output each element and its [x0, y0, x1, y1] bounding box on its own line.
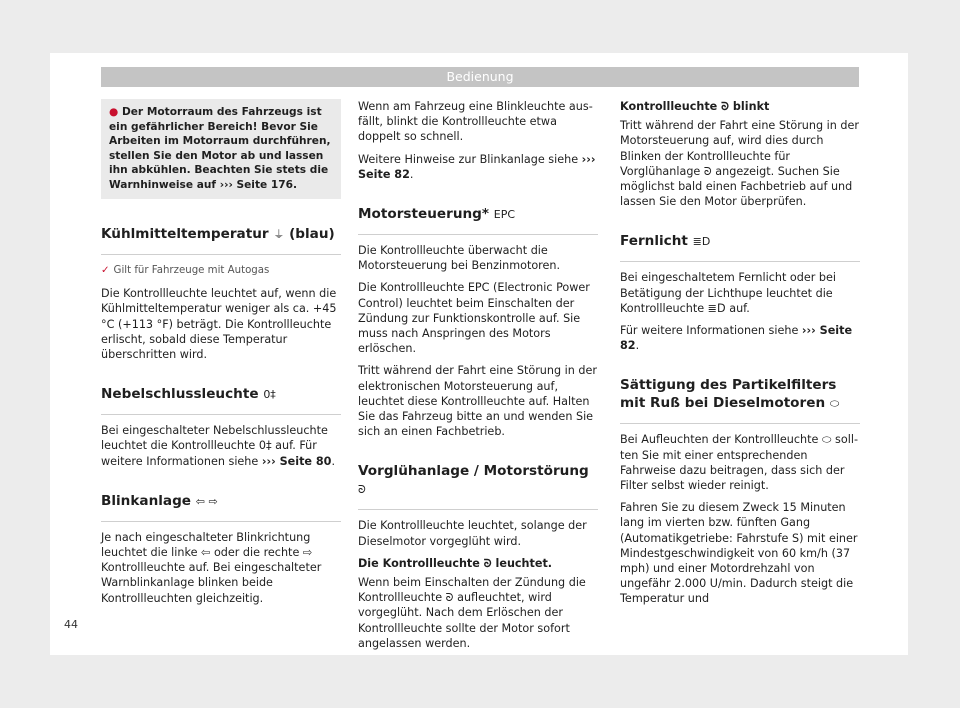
applicability-note: ✓ Gilt für Fahrzeuge mit Autogas — [101, 265, 270, 276]
warning-bullet-icon: ● — [109, 106, 119, 118]
epc-icon: EPC — [493, 208, 516, 222]
heading-glow-plug: Vorglühanlage / Motorstörung ᘐ — [358, 462, 598, 510]
page-reference-link[interactable]: ››› Seite 80 — [261, 454, 332, 468]
column-right — [620, 99, 860, 614]
glow-plug-blink-subheading: Kontrollleuchte ᘐ blinkt — [620, 100, 770, 113]
heading-coolant-temperature: Kühlmitteltemperatur ⏚ (blau) — [101, 225, 341, 255]
page-header: Bedienung — [101, 67, 859, 87]
high-beam-text-2: Für weitere Informationen siehe ››› Seite 82. — [620, 324, 853, 353]
glow-plug-text-2: Wenn beim Einschalten der Zündung die Kontrollleuchte ᘐ aufleuchtet, wird vorgeglüht. Nach dem Erlöschen der Kontrollleuchte sollte der Motor sofort angelassen werden. — [358, 576, 586, 650]
turn-signal-text: Je nach eingeschalteter Blinkrichtung leuchtet die linke ⇦ oder die rechte ⇨ Kontrollleuchte auf. Bei eingeschalteter Warnblinkanlage blinken beide Kontrollleuchten gleichzeitig. — [101, 530, 322, 605]
fog-light-text: Bei eingeschalteter Nebelschlussleuchte leuchtet die Kontrollleuchte 0‡ auf. Für weitere Informationen siehe ››› Seite 80. — [101, 424, 336, 468]
page-number: 44 — [64, 618, 78, 631]
column-middle — [358, 99, 598, 658]
coolant-text: Die Kontrollleuchte leuchtet auf, wenn die Kühlmitteltemperatur weniger als ca. +45 °C (+113 °F) beträgt. Die Kontrollleuchte erlischt, sobald diese Temperatur überschritten wird. — [101, 287, 337, 362]
particle-filter-icon: ⬭ — [829, 397, 840, 411]
engine-control-text-2: Die Kontrollleuchte EPC (Electronic Power Control) leuchtet beim Einschalten der Zündung zur Funktionskontrolle auf. Sie muss nach Anspringen des Motors erlöschen. — [358, 281, 590, 356]
engine-control-text-1: Die Kontrollleuchte überwacht die Motorsteuerung bei Benzinmotoren. — [358, 244, 561, 273]
warning-text: Der Motorraum des Fahrzeugs ist ein gefährlicher Bereich! Bevor Sie Arbeiten im Motorraum durchführen, stellen Sie den Motor ab und lassen ihn abkühlen. Beachten Sie stets die Warnhinweise auf ››› Seite 176. — [109, 106, 331, 191]
check-icon: ✓ — [101, 265, 110, 276]
glow-plug-text-1: Die Kontrollleuchte leuchtet, solange der Dieselmotor vorgeglüht wird. — [358, 519, 587, 548]
high-beam-icon: ≣D — [692, 235, 711, 249]
fog-light-icon: 0‡ — [263, 388, 276, 402]
turn-signal-icon: ⇦ ⇨ — [195, 494, 218, 508]
turn-signal-failure-text: Wenn am Fahrzeug eine Blinkleuchte ausfällt, blinkt die Kontrollleuchte etwa doppelt so schnell. — [358, 100, 593, 144]
glow-plug-subheading: Die Kontrollleuchte ᘐ leuchtet. — [358, 556, 553, 570]
high-beam-text-1: Bei eingeschaltetem Fernlicht oder bei Betätigung der Lichthupe leuchtet die Kontrollleuchte ≣D auf. — [620, 271, 836, 315]
turn-signal-ref-text: Weitere Hinweise zur Blinkanlage siehe ››› Seite 82. — [358, 152, 596, 181]
particle-filter-text-2: Fahren Sie zu diesem Zweck 15 Minuten lang im vierten bzw. fünften Gang (Automatikgetriebe: Fahrstufe S) mit einer Mindestgeschwindigkeit von 60 km/h (37 mph) und einer Motordrehzahl von ungefähr 2.000 U/min. Dadurch steigt die Temperatur und — [620, 501, 858, 606]
heading-rear-fog-light: Nebelschlussleuchte 0‡ — [101, 385, 341, 415]
heading-engine-control: Motorsteuerung* EPC — [358, 205, 598, 235]
fog-light-inline-icon: 0‡ — [258, 439, 272, 453]
document-page — [50, 53, 908, 655]
engine-control-text-3: Tritt während der Fahrt eine Störung in der elektronischen Motorsteuerung auf, leuchtet diese Kontrollleuchte auf. Halten Sie das Fahrzeug bitte an und wenden Sie sich an einen Fachbetrieb. — [358, 364, 597, 439]
page-reference-link[interactable]: ››› Seite 82 — [620, 324, 853, 353]
column-left — [101, 99, 341, 613]
warning-box — [101, 99, 341, 199]
coolant-icon: ⏚ — [273, 228, 285, 241]
particle-filter-text-1: Bei Aufleuchten der Kontrollleuchte ⬭ sollten Sie mit einer entsprechenden Fahrweise dazu beitragen, dass sich der Filter selbst wieder reinigt. — [620, 433, 858, 493]
heading-turn-signals: Blinkanlage ⇦ ⇨ — [101, 492, 341, 522]
glow-plug-icon: ᘐ — [358, 483, 366, 497]
glow-plug-blink-text: Tritt während der Fahrt eine Störung in der Motorsteuerung auf, wird dies durch Blinken der Kontrollleuchte für Vorglühanlage ᘐ angezeigt. Suchen Sie möglichst bald einen Fachbetrieb auf und lassen Sie den Motor überprüfen. — [620, 119, 859, 209]
page-reference-link[interactable]: ››› Seite 82 — [358, 152, 596, 181]
heading-high-beam: Fernlicht ≣D — [620, 232, 860, 262]
heading-particle-filter: Sättigung des Partikelfilters mit Ruß bei Dieselmotoren ⬭ — [620, 376, 860, 424]
